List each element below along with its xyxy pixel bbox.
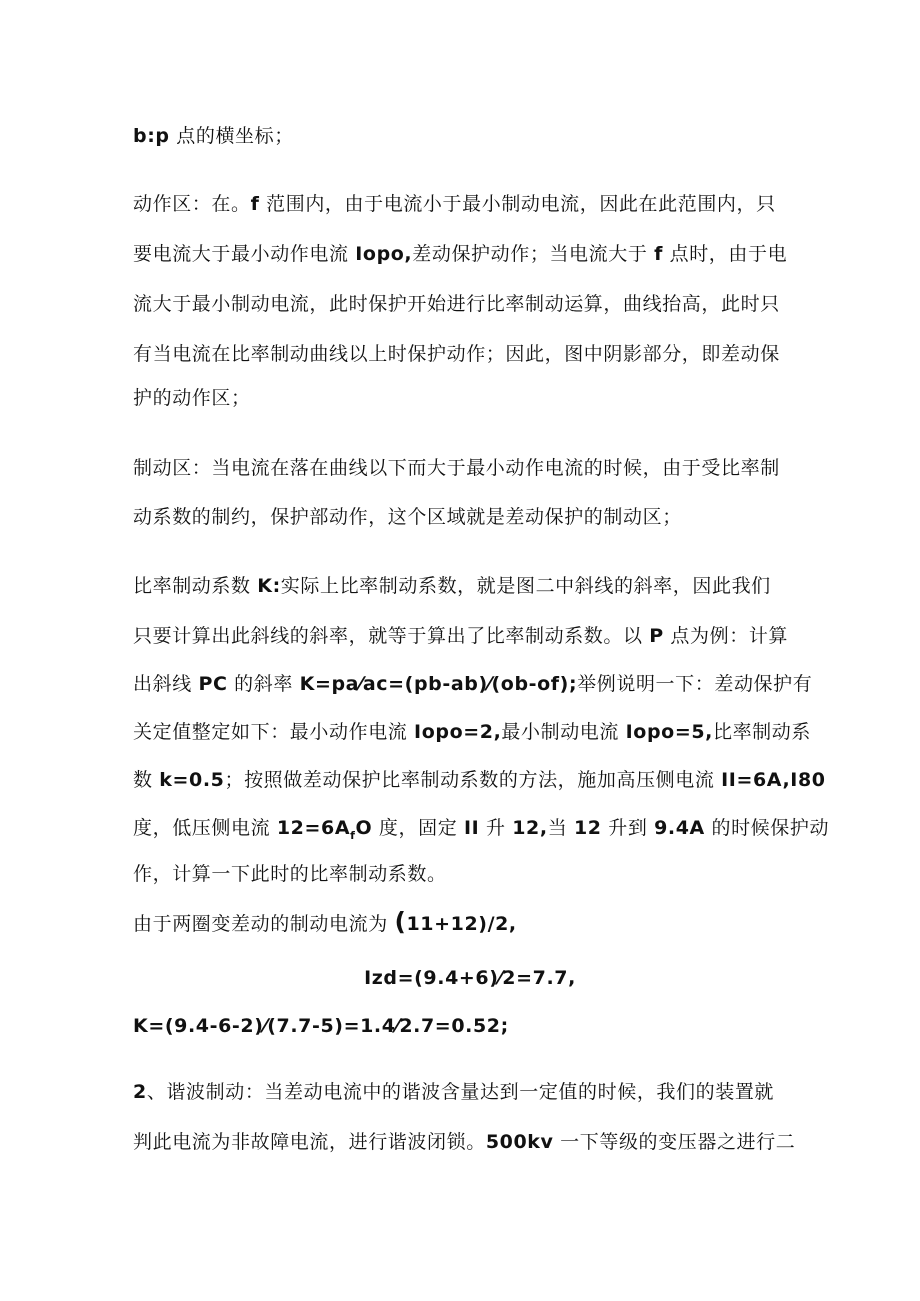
text: 、谐波制动：当差动电流中的谐波含量达到一定值的时候，我们的装置就 <box>146 1081 775 1103</box>
harmonic-restraint-line-2 <box>133 1128 795 1156</box>
term-ii: II <box>463 817 480 839</box>
paren: ( <box>394 907 407 936</box>
text: 判此电流为非故障电流，进行谐波闭锁。 <box>133 1131 486 1153</box>
text: ；按照做差动保护比率制动系数的方法，施加高压侧电流 <box>224 769 722 791</box>
term-12: 12=6A <box>276 817 351 839</box>
term-p: P <box>649 625 664 647</box>
formula-k: K=pa⁄ac=(pb-ab)⁄(ob-of); <box>299 673 578 695</box>
action-zone-line-1 <box>133 190 776 218</box>
formula-k-result: K=(9.4-6-2)⁄(7.7-5)=1.4⁄2.7=0.52; <box>133 1015 509 1037</box>
term-9-4a: 9.4A <box>654 817 705 839</box>
text: 实际上比率制动系数，就是图二中斜线的斜率，因此我们 <box>280 575 771 597</box>
term-12: 12 <box>573 817 602 839</box>
formula-restraint-current: 11+12)/2, <box>406 913 517 935</box>
term-12: 12, <box>512 817 548 839</box>
text: 要电流大于最小动作电流 <box>133 243 356 265</box>
text: 一下等级的变压器之进行二 <box>553 1131 796 1153</box>
action-zone-line-4: 有当电流在比率制动曲线以上时保护动作；因此，图中阴影部分，即差动保 <box>133 343 780 365</box>
text: 关定值整定如下：最小动作电流 <box>133 721 415 743</box>
ratio-coefficient-line-7: 作，计算一下此时的比率制动系数。 <box>133 863 447 885</box>
term-iopo-5: Iopo=5, <box>625 721 713 743</box>
text: 的时候保护动 <box>704 817 830 839</box>
subscript: f <box>350 828 356 842</box>
term-pc: PC <box>198 673 228 695</box>
text: 动作区：在。 <box>133 193 251 215</box>
ratio-coefficient-line-1 <box>133 572 771 600</box>
paragraph-p-point-abscissa <box>133 122 294 150</box>
term-iopo-2: Iopo=2, <box>414 721 502 743</box>
ratio-coefficient-line-5 <box>133 766 826 794</box>
text: 升到 <box>601 817 655 839</box>
text: 只要计算出此斜线的斜率，就等于算出了比率制动系数。以 <box>133 625 650 647</box>
text: 的斜率 <box>227 673 300 695</box>
restraint-zone-line-1: 制动区：当电流在落在曲线以下而大于最小动作电流的时候，由于受比率制 <box>133 457 780 479</box>
action-zone-line-5: 护的动作区； <box>133 387 251 409</box>
term-o: O <box>355 817 373 839</box>
text: 升 <box>479 817 513 839</box>
ratio-coefficient-line-2 <box>133 622 788 650</box>
restraint-zone-line-2: 动系数的制约，保护部动作，这个区域就是差动保护的制动区； <box>133 506 682 528</box>
text: 当 <box>547 817 574 839</box>
term-500kv: 500kv <box>485 1131 554 1153</box>
calculation-intro <box>133 908 517 938</box>
text: 由于两圈变差动的制动电流为 <box>133 913 395 935</box>
harmonic-restraint-line-1 <box>133 1078 774 1106</box>
term-f: f <box>654 243 663 265</box>
ratio-coefficient-line-3 <box>133 670 812 698</box>
text: 度，固定 <box>372 817 464 839</box>
ratio-coefficient-line-4 <box>133 718 811 746</box>
text: 举例说明一下：差动保护有 <box>577 673 813 695</box>
term-ii: II=6A,I80 <box>721 769 826 791</box>
text: 出斜线 <box>133 673 199 695</box>
term-iopo: Iopo, <box>355 243 413 265</box>
action-zone-line-2 <box>133 240 787 268</box>
term-bp: b:p <box>133 125 170 147</box>
text: 点的横坐标； <box>169 125 294 147</box>
text: 范围内，由于电流小于最小制动电流，因此在此范围内，只 <box>259 193 776 215</box>
term-k-value: k=0.5 <box>159 769 225 791</box>
ratio-coefficient-line-6 <box>133 814 829 850</box>
section-number: 2 <box>133 1081 147 1103</box>
text: 比率制动系数 <box>133 575 258 597</box>
term-f: f <box>250 193 260 215</box>
text: 数 <box>133 769 160 791</box>
text: 点为例：计算 <box>663 625 789 647</box>
term-k: K: <box>257 575 281 597</box>
text: 点时，由于电 <box>662 243 788 265</box>
text: 度，低压侧电流 <box>133 817 277 839</box>
text: 差动保护动作；当电流大于 <box>412 243 655 265</box>
formula-izd: Izd=(9.4+6)⁄2=7.7, <box>364 967 576 989</box>
text: 最小制动电流 <box>501 721 626 743</box>
action-zone-line-3: 流大于最小制动电流，此时保护开始进行比率制动运算，曲线抬高，此时只 <box>133 293 780 315</box>
text: 比率制动系 <box>712 721 811 743</box>
